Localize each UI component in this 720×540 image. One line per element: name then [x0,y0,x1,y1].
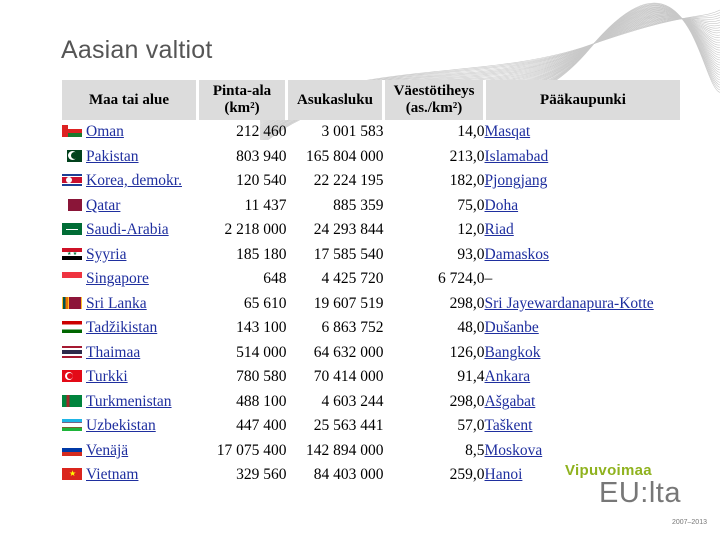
country-cell[interactable] [62,194,198,219]
population-cell: 4 425 720 [321,270,384,288]
capital-link[interactable]: Bangkok [484,343,541,361]
table-row [62,120,680,145]
population-cell: 84 403 000 [313,466,384,484]
table-row [62,439,680,464]
density-cell: 259,0 [449,466,485,484]
country-link[interactable]: Oman [86,123,124,141]
header-area [198,80,287,120]
population-cell: 64 632 000 [313,343,384,361]
eu-logo [565,462,715,530]
density-cell: 182,0 [449,172,485,190]
turkmenistan-flag-icon [62,395,82,407]
capital-link[interactable]: Moskova [484,441,543,459]
population-cell: 25 563 441 [313,417,384,435]
population-cell: 3 001 583 [321,123,384,141]
vietnam-flag-icon: ★ [62,468,82,480]
table-row [62,218,680,243]
capital-cell[interactable] [485,194,681,219]
area-cell: 65 610 [243,294,287,312]
country-link[interactable]: Singapore [86,270,149,288]
population-cell: 19 607 519 [313,294,384,312]
capital-cell[interactable] [485,316,681,341]
capital-cell[interactable] [485,120,681,145]
area-cell: 803 940 [236,147,287,165]
capital-cell[interactable] [485,341,681,366]
sri-lanka-flag-icon [62,297,82,309]
country-cell[interactable] [62,414,198,439]
density-cell: 91,4 [457,368,485,386]
header-capital: Pääkaupunki [485,80,681,120]
area-cell: 17 075 400 [216,441,287,459]
density-cell: 298,0 [449,294,485,312]
country-link[interactable]: Turkmenistan [86,392,172,410]
header-density-line2: (as./km²) [405,100,463,116]
capital-cell[interactable] [485,169,681,194]
capital-link[interactable]: Dušanbe [484,319,539,337]
capital-cell[interactable] [485,414,681,439]
country-cell[interactable] [62,145,198,170]
russia-flag-icon [62,444,82,456]
country-cell[interactable] [62,365,198,390]
density-cell: 8,5 [465,441,485,459]
density-cell: 298,0 [449,392,485,410]
country-link[interactable]: Sri Lanka [86,294,147,312]
density-cell: 93,0 [457,245,485,263]
north-korea-flag-icon [62,174,82,186]
area-cell: 648 [263,270,287,288]
header-area-line2: (km²) [224,100,260,116]
area-cell: 514 000 [236,343,287,361]
density-cell: 48,0 [457,319,485,337]
country-cell[interactable] [62,439,198,464]
capital-link[interactable]: Damaskos [484,245,550,263]
capital-cell [485,267,681,292]
capital-link[interactable]: Doha [484,196,519,214]
capital-cell[interactable] [485,145,681,170]
density-cell: 14,0 [457,123,485,141]
capital-link: – [484,270,493,288]
country-cell[interactable] [62,218,198,243]
header-area-line1: Pinta-ala [212,83,272,99]
population-cell: 6 863 752 [321,319,384,337]
country-cell[interactable] [62,267,198,292]
area-cell: 488 100 [236,392,287,410]
table-row [62,316,680,341]
qatar-flag-icon [62,199,82,211]
population-cell: 70 414 000 [313,368,384,386]
capital-cell[interactable] [485,218,681,243]
capital-link[interactable]: Masqat [484,123,531,141]
syria-flag-icon: ★ ★ [62,248,82,260]
country-link[interactable]: Uzbekistan [86,417,156,435]
country-cell[interactable] [62,243,198,268]
country-link[interactable]: Tadžikistan [86,319,158,337]
density-cell: 57,0 [457,417,485,435]
table-row [62,414,680,439]
table-row [62,341,680,366]
country-link[interactable]: Qatar [86,196,121,214]
capital-cell[interactable] [485,243,681,268]
population-cell: 142 894 000 [306,441,384,459]
asian-states-table [62,80,680,488]
saudi-arabia-flag-icon [62,223,82,235]
capital-link[interactable]: Islamabad [484,147,549,165]
capital-cell[interactable] [485,365,681,390]
table-row [62,145,680,170]
capital-cell[interactable] [485,292,681,317]
country-link[interactable]: Pakistan [86,147,139,165]
density-cell: 213,0 [449,147,485,165]
tajikistan-flag-icon [62,321,82,333]
population-cell: 4 603 244 [321,392,384,410]
turkey-flag-icon [62,370,82,382]
table-header-row [62,80,680,120]
country-link[interactable]: Syyria [86,245,127,263]
area-cell: 447 400 [236,417,287,435]
table-row [62,169,680,194]
capital-link[interactable]: Taškent [484,417,533,435]
density-cell: 6 724,0 [438,270,485,288]
logo-top-text: Vipuvoimaa [565,462,652,479]
country-cell[interactable] [62,390,198,415]
country-cell[interactable] [62,169,198,194]
table-row [62,267,680,292]
table-row [62,390,680,415]
header-population: Asukasluku [287,80,384,120]
country-cell[interactable] [62,463,198,488]
capital-link[interactable]: Sri Jayewardanapura-Kotte [484,294,654,312]
slide-title: Aasian valtiot [61,36,213,64]
density-cell: 75,0 [457,196,485,214]
capital-link[interactable]: Pjongjang [484,172,548,190]
area-cell: 185 180 [236,245,287,263]
capital-link[interactable]: Hanoi [484,466,523,484]
table-row [62,365,680,390]
area-cell: 143 100 [236,319,287,337]
thailand-flag-icon [62,346,82,358]
population-cell: 24 293 844 [313,221,384,239]
area-cell: 2 218 000 [224,221,287,239]
area-cell: 780 580 [236,368,287,386]
country-link[interactable]: Vietnam [86,466,139,484]
capital-cell[interactable] [485,390,681,415]
country-link[interactable]: Thaimaa [86,343,141,361]
country-link[interactable]: Turkki [86,368,128,386]
area-cell: 120 540 [236,172,287,190]
capital-link[interactable]: Ašgabat [484,392,536,410]
header-country: Maa tai alue [62,80,198,120]
capital-cell[interactable] [485,439,681,464]
density-cell: 126,0 [449,343,485,361]
pakistan-flag-icon [62,150,82,162]
area-cell: 329 560 [236,466,287,484]
country-cell[interactable] [62,316,198,341]
table-row [62,243,680,268]
country-cell[interactable] [62,120,198,145]
area-cell: 212 460 [236,123,287,141]
table-row [62,292,680,317]
population-cell: 17 585 540 [313,245,384,263]
capital-link[interactable]: Riad [484,221,514,239]
country-cell[interactable] [62,292,198,317]
header-density-line1: Väestötiheys [393,83,475,99]
uzbekistan-flag-icon [62,419,82,431]
population-cell: 22 224 195 [313,172,384,190]
logo-years-text: 2007–2013 [671,519,707,526]
header-density [384,80,485,120]
logo-main-text: EU:lta [599,477,681,509]
country-link[interactable]: Korea, demokr. [86,172,182,190]
country-link[interactable]: Saudi-Arabia [86,221,169,239]
area-cell: 11 437 [244,196,287,214]
singapore-flag-icon [62,272,82,284]
density-cell: 12,0 [457,221,485,239]
country-link[interactable]: Venäjä [86,441,129,459]
capital-link[interactable]: Ankara [484,368,531,386]
population-cell: 885 359 [333,196,384,214]
oman-flag-icon [62,125,82,137]
country-cell[interactable] [62,341,198,366]
population-cell: 165 804 000 [306,147,384,165]
table-row [62,194,680,219]
